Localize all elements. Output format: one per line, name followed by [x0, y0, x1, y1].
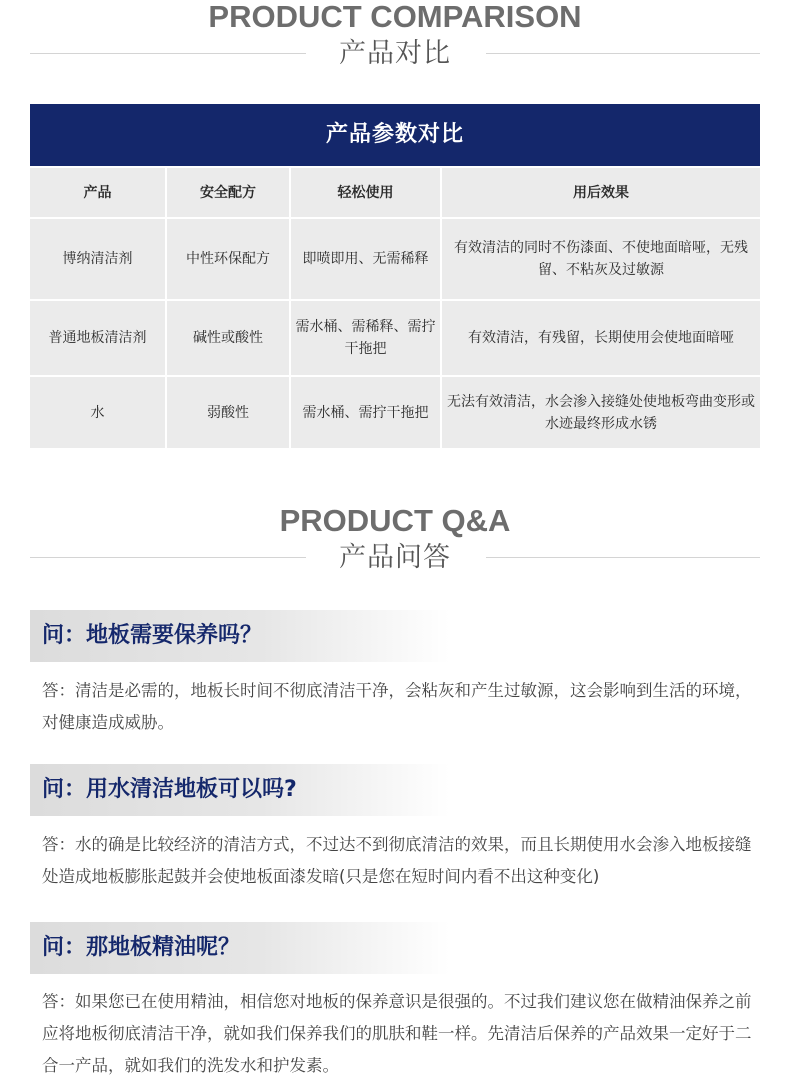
table-cell: 有效清洁，有残留，长期使用会使地面暗哑: [440, 301, 760, 375]
comparison-title-en: PRODUCT COMPARISON: [208, 0, 582, 34]
qa-title-en: PRODUCT Q&A: [279, 503, 511, 538]
table-cell: 普通地板清洁剂: [48, 330, 147, 346]
answer-text: 答：清洁是必需的，地板长时间不彻底清洁干净，会粘灰和产生过敏源，这会影响到生活的环境，对健康造成威胁。: [42, 681, 752, 732]
question-bar: [30, 922, 450, 974]
table-cell: 碱性或酸性: [165, 301, 289, 375]
qa-title-cn: 产品问答: [339, 542, 451, 573]
table-cell: 有效清洁的同时不伤漆面、不使地面暗哑，无残留、不粘灰及过敏源: [440, 219, 760, 299]
table-cell: 弱酸性: [165, 377, 289, 448]
qa-header: [0, 504, 790, 576]
table-cell: 需水桶、需拧干拖把: [289, 377, 440, 448]
answer-text: 答：水的确是比较经济的清洁方式，不过达不到彻底清洁的效果，而且长期使用水会渗入地板接缝处造成地板膨胀起鼓并会使地板面漆发暗(只是您在短时间内看不出这种变化): [42, 835, 752, 886]
table-cell: 即喷即用、无需稀释: [289, 219, 440, 299]
header-cell: 安全配方: [165, 168, 289, 217]
table-cell: 需水桶、需稀释、需拧干拖把: [289, 301, 440, 375]
question-text: 问：那地板精油呢？: [42, 935, 241, 960]
table-cell: 无法有效清洁，水会渗入接缝处使地板弯曲变形或水迹最终形成水锈: [440, 377, 760, 448]
table-cell: 博纳清洁剂: [62, 251, 133, 267]
comparison-header: [0, 0, 790, 72]
header-cell: 用后效果: [440, 168, 760, 217]
answer-text: 答：如果您已在使用精油，相信您对地板的保养意识是很强的。不过我们建议您在做精油保养之前应将地板彻底清洁干净，就如我们保养我们的肌肤和鞋一样。先清洁后保养的产品效果一定好于二合一产品，就如我们的洗发水和护发素。: [42, 992, 752, 1075]
table-header-row: [30, 166, 760, 217]
comparison-title-cn: 产品对比: [339, 38, 451, 69]
question-bar: [30, 610, 450, 662]
table-cell: 水: [90, 404, 105, 421]
table-row: [30, 217, 760, 299]
table-title: 产品参数对比: [30, 104, 760, 166]
table-cell: 中性环保配方: [165, 219, 289, 299]
comparison-table: [30, 104, 760, 448]
header-cell: 轻松使用: [289, 168, 440, 217]
question-bar: [30, 764, 450, 816]
question-text: 问：地板需要保养吗？: [42, 623, 263, 648]
table-row: [30, 299, 760, 375]
header-cell: 产品: [83, 184, 112, 201]
table-row: [30, 375, 760, 448]
question-text: 问：用水清洁地板可以吗?: [42, 777, 297, 802]
